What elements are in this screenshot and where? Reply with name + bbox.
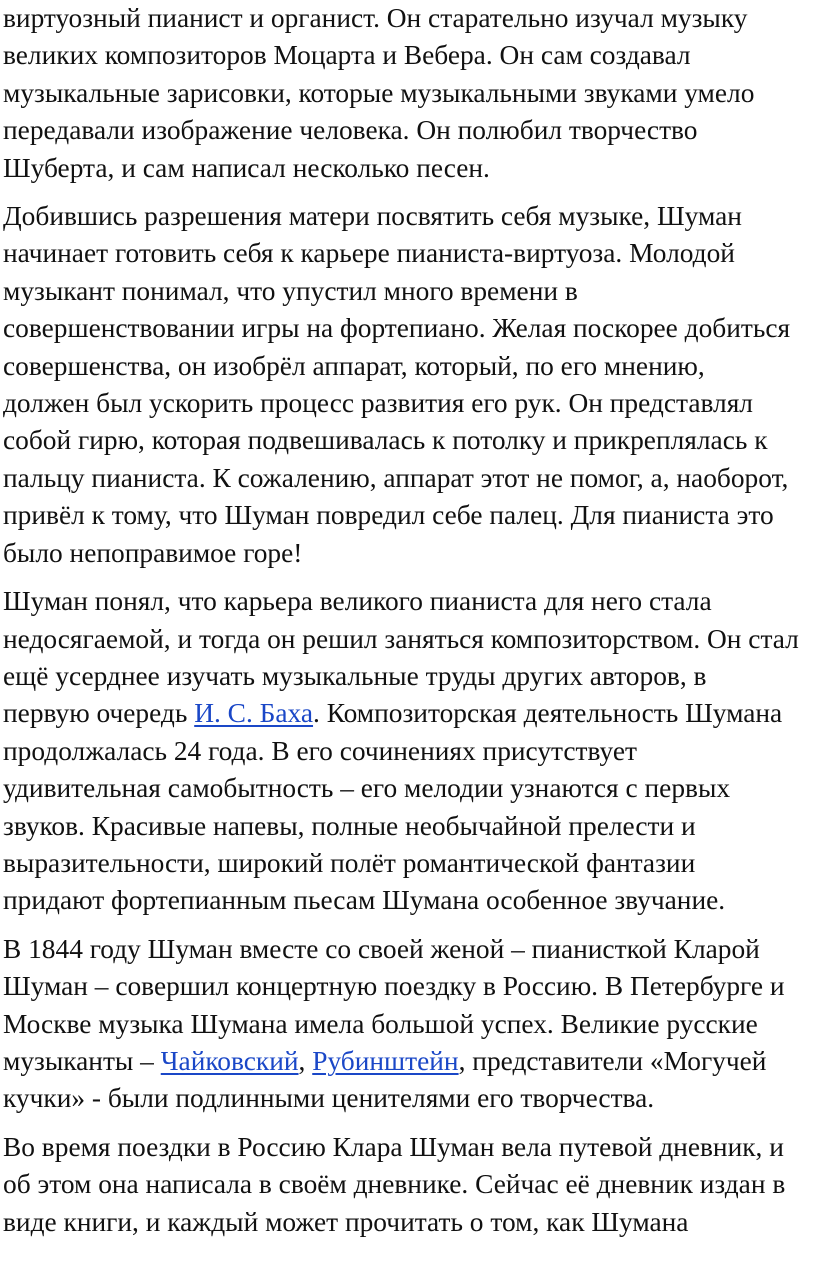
text-line: придают фортепианным пьесам Шумана особенное звучание. [3, 885, 726, 916]
text-line: выразительности, широкий полёт романтической фантазии [3, 847, 696, 878]
text-line: кучки» - были подлинными ценителями его творчества. [3, 1083, 655, 1114]
paragraph-5 [3, 1129, 813, 1241]
text-line: недосягаемой, и тогда он решил заняться композиторством. Он стал [3, 623, 799, 654]
text-run: . Композиторская деятельность Шумана [313, 698, 783, 729]
text-line: собой гирю, которая подвешивалась к потолку и прикреплялась к [3, 425, 768, 456]
paragraph-4 [3, 931, 813, 1118]
text-line: Добившись разрешения матери посвятить себя музыке, Шуман [3, 201, 742, 232]
text-run: первую очередь [3, 698, 195, 729]
rubinstein-link[interactable]: Рубинштейн [312, 1045, 459, 1076]
text-line: было непоправимое горе! [3, 537, 303, 568]
text-line-with-link [3, 695, 813, 732]
text-line: удивительная самобытность – его мелодии узнаются с первых [3, 773, 731, 804]
text-line: звуков. Красивые напевы, полные необычайной прелести и [3, 810, 696, 841]
document-page [3, 0, 813, 1252]
text-line: Шуберта, и сам написал несколько песен. [3, 152, 490, 183]
text-line: ещё усерднее изучать музыкальные труды других авторов, в [3, 660, 707, 691]
text-line: Шуман понял, что карьера великого пианиста для него стала [3, 586, 712, 617]
text-line: передавали изображение человека. Он полюбил творчество [3, 115, 698, 146]
text-line: виртуозный пианист и органист. Он старательно изучал музыку [3, 3, 748, 33]
text-line: Во время поездки в Россию Клара Шуман вела путевой дневник, и [3, 1131, 784, 1162]
text-line: совершенства, он изобрёл аппарат, который, по его мнению, [3, 350, 705, 381]
text-line: привёл к тому, что Шуман повредил себе палец. Для пианиста это [3, 500, 774, 531]
text-run: музыканты – [3, 1045, 161, 1076]
text-line: пальцу пианиста. К сожалению, аппарат этот не помог, а, наоборот, [3, 462, 789, 493]
bach-link[interactable]: И. С. Баха [194, 698, 314, 729]
text-line: музыкальные зарисовки, которые музыкальными звуками умело [3, 77, 755, 108]
text-line: продолжалась 24 года. В его сочинениях присутствует [3, 735, 637, 766]
text-line: об этом она написала в своём дневнике. Сейчас её дневник издан в [3, 1169, 786, 1200]
text-line: начинает готовить себя к карьере пианиста-виртуоза. Молодой [3, 238, 735, 269]
text-line: виде книги, и каждый может прочитать о том, как Шумана [3, 1206, 689, 1237]
tchaikovsky-link[interactable]: Чайковский [160, 1045, 299, 1076]
text-line-with-links [3, 1043, 813, 1080]
paragraph-1 [3, 0, 813, 187]
paragraph-3 [3, 583, 813, 920]
text-run: , представители «Могучей [458, 1045, 767, 1076]
text-line: великих композиторов Моцарта и Вебера. Он сам создавал [3, 40, 691, 71]
text-line: музыкант понимал, что упустил много времени в [3, 275, 578, 306]
text-line: Шуман – совершил концертную поездку в Россию. В Петербурге и [3, 971, 785, 1002]
text-line: должен был ускорить процесс развития его рук. Он представлял [3, 388, 753, 419]
text-line: В 1844 году Шуман вместе со своей женой – пианисткой Кларой [3, 933, 760, 964]
text-line: Москве музыка Шумана имела большой успех. Великие русские [3, 1008, 758, 1039]
paragraph-2 [3, 198, 813, 572]
text-run: , [298, 1045, 313, 1076]
text-line: совершенствовании игры на фортепиано. Желая поскорее добиться [3, 313, 791, 344]
